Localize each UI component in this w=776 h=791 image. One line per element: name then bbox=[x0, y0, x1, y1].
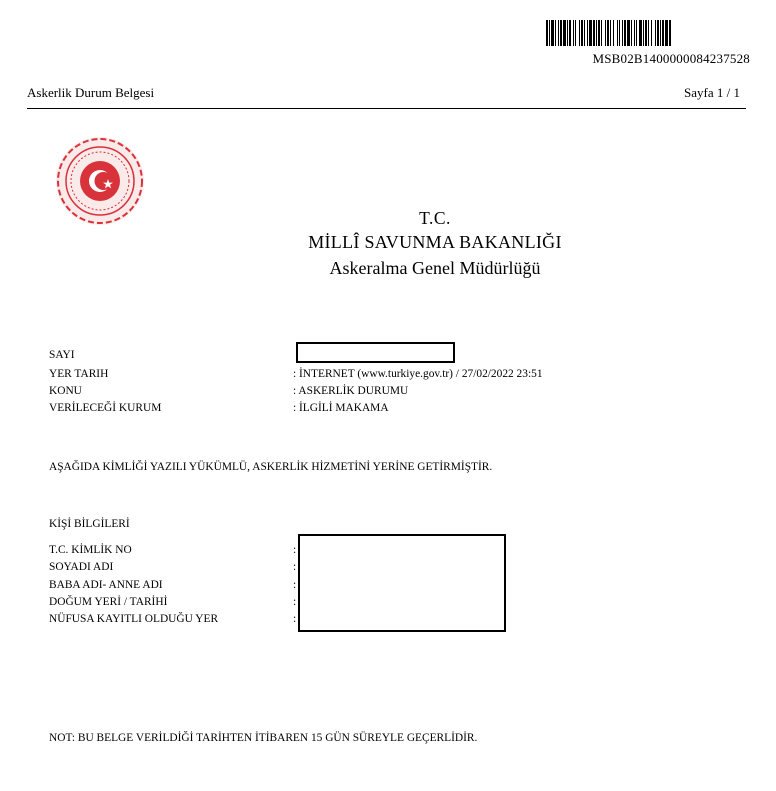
konu-label: KONU bbox=[49, 385, 82, 397]
sayi-label: SAYI bbox=[49, 349, 75, 361]
issuer-line-tc: T.C. bbox=[419, 208, 451, 228]
kurum-value: : İLGİLİ MAKAMA bbox=[293, 402, 389, 414]
sayi-redacted bbox=[296, 342, 455, 363]
person-info-redacted bbox=[298, 534, 506, 632]
colon: : bbox=[293, 561, 297, 573]
konu-value: : ASKERLİK DURUMU bbox=[293, 385, 409, 397]
issuer-ministry: MİLLÎ SAVUNMA BAKANLIĞI bbox=[308, 232, 562, 252]
colon: : bbox=[293, 596, 297, 608]
field-tc-kimlik-no: T.C. KİMLİK NO bbox=[49, 544, 132, 556]
barcode bbox=[546, 20, 750, 46]
colon: : bbox=[293, 579, 297, 591]
yer-tarih-value: : İNTERNET (www.turkiye.gov.tr) / 27/02/2022 23:51 bbox=[293, 368, 543, 380]
person-section-title: KİŞİ BİLGİLERİ bbox=[49, 518, 130, 530]
kurum-label: VERİLECEĞİ KURUM bbox=[49, 402, 162, 414]
page-indicator: Sayfa 1 / 1 bbox=[684, 85, 740, 100]
field-baba-anne-adi: BABA ADI- ANNE ADI bbox=[49, 579, 163, 591]
header-divider bbox=[27, 108, 746, 109]
document-title: Askerlik Durum Belgesi bbox=[27, 85, 155, 100]
statement-text: AŞAĞIDA KİMLİĞİ YAZILI YÜKÜMLÜ, ASKERLİK HİZMETİNİ YERİNE GETİRMİŞTİR. bbox=[49, 461, 493, 473]
field-nufus-kayit-yeri: NÜFUSA KAYITLI OLDUĞU YER bbox=[49, 613, 219, 625]
yer-tarih-label: YER TARIH bbox=[49, 368, 109, 380]
colon: : bbox=[293, 613, 297, 625]
issuer-directorate: Askeralma Genel Müdürlüğü bbox=[329, 258, 541, 278]
validity-note: NOT: BU BELGE VERİLDİĞİ TARİHTEN İTİBAREN 15 GÜN SÜREYLE GEÇERLİDİR. bbox=[49, 732, 478, 744]
field-dogum-yeri-tarihi: DOĞUM YERİ / TARİHİ bbox=[49, 596, 168, 608]
colon: : bbox=[293, 544, 297, 556]
document-code: MSB02B1400000084237528 bbox=[592, 51, 750, 66]
field-soyadi-adi: SOYADI ADI bbox=[49, 561, 114, 573]
